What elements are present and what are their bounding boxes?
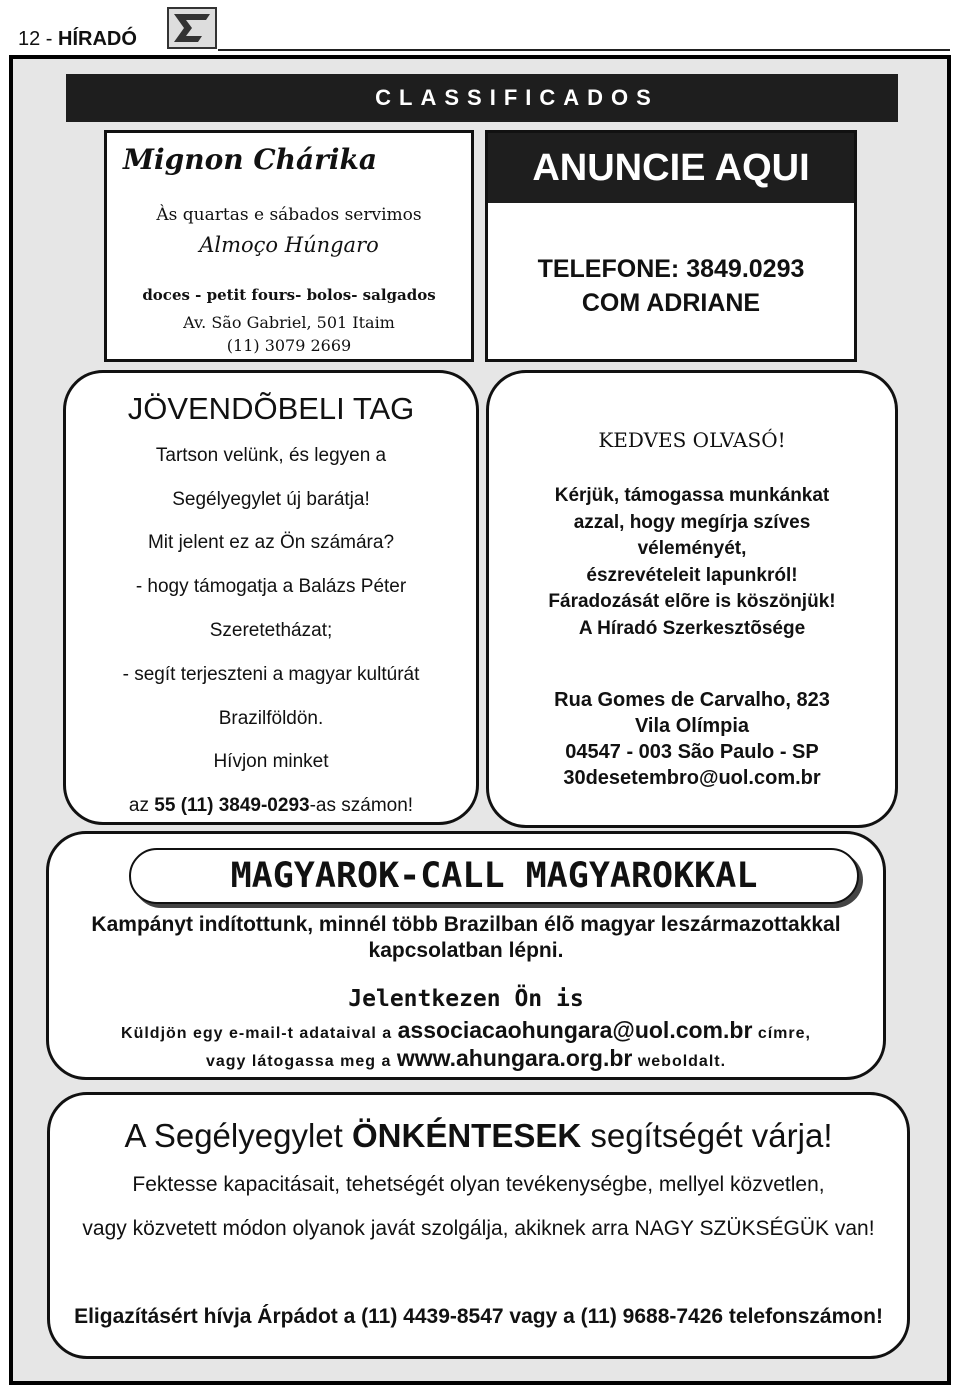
address-line: 04547 - 003 São Paulo - SP	[565, 741, 819, 763]
reader-msg-line: azzal, hogy megírja szíves	[573, 511, 811, 533]
member-line: - hogy támogatja a Balázs Péter	[135, 576, 407, 597]
reader-msg-line: A Híradó Szerkesztõsége	[578, 617, 806, 639]
reader-msg-line: Fáradozását elõre is köszönjük!	[548, 591, 836, 612]
ad-phone: (11) 3079 2669	[226, 336, 352, 355]
ad-dish: Almoço Húngaro	[199, 233, 379, 257]
campaign-email-link[interactable]: associacaohungara@uol.com.br	[397, 1017, 753, 1043]
address-line: Rua Gomes de Carvalho, 823	[554, 689, 830, 711]
page-number: 12 -	[18, 28, 59, 50]
campaign-desc-line: Kampányt indítottunk, minnél több Brazilban élõ magyar leszármazottakkal	[91, 913, 841, 936]
classifieds-banner	[66, 74, 898, 122]
reader-title: KEDVES OLVASÓ!	[598, 428, 786, 452]
member-line: Segélyegylet új barátja!	[172, 489, 370, 510]
volunteer-title-suffix: segítségét várja!	[581, 1117, 833, 1154]
campaign-description	[69, 912, 863, 964]
member-line: Hívjon minket	[213, 751, 329, 772]
reader-msg-line: Kérjük, támogassa munkánkat	[554, 485, 830, 506]
reader-msg-line: észrevételeit lapunkról!	[586, 564, 798, 586]
reader-message	[489, 483, 895, 642]
volunteer-line: vagy közvetett módon olyanok javát szolgálja, akiknek arra NAGY SZÜKSÉGÜK van!	[82, 1217, 875, 1240]
header-rule	[218, 49, 950, 51]
page-header	[18, 6, 950, 50]
volunteer-title-bold: ÖNKÉNTESEK	[351, 1117, 582, 1154]
campaign-website-link[interactable]: www.ahungara.org.br	[396, 1045, 633, 1071]
member-line: Tartson velünk, és legyen a	[155, 445, 387, 466]
anuncie-heading-text: ANUNCIE AQUI	[532, 146, 810, 189]
classifieds-label: CLASSIFICADOS	[375, 85, 659, 110]
web-prefix: vagy látogassa meg a	[205, 1053, 397, 1070]
reader-box	[486, 370, 898, 828]
campaign-title-banner	[129, 848, 859, 904]
volunteer-box	[47, 1092, 910, 1359]
future-member-box	[63, 370, 479, 825]
call-suffix: -as számon!	[309, 795, 414, 816]
campaign-web-line	[49, 1045, 883, 1072]
member-line: Brazilföldön.	[218, 708, 324, 729]
mignon-charika-ad	[104, 130, 474, 362]
address-line: Vila Olímpia	[634, 715, 750, 737]
call-number: 55 (11) 3849-0293	[154, 795, 310, 816]
anuncie-contact: COM ADRIANE	[581, 289, 761, 317]
anuncie-aqui-ad	[485, 130, 857, 362]
editorial-email[interactable]: 30desetembro@uol.com.br	[563, 767, 821, 789]
campaign-title: MAGYAROK-CALL MAGYAROKKAL	[230, 856, 758, 896]
member-line: - segít terjeszteni a magyar kultúrát	[122, 664, 420, 685]
newspaper-logo	[166, 6, 218, 50]
ad-serving-line: Às quartas e sábados servimos	[156, 205, 422, 225]
campaign-box	[46, 831, 886, 1080]
ad-address: Av. São Gabriel, 501 Itaim	[183, 313, 395, 332]
anuncie-heading	[488, 133, 854, 203]
reader-msg-line: véleményét,	[637, 538, 747, 559]
campaign-join: Jelentkezen Ön is	[348, 986, 584, 1012]
volunteer-contact: Eligazításért hívja Árpádot a (11) 4439-8547 vagy a (11) 9688-7426 telefonszámon!	[74, 1305, 883, 1328]
section-title: HÍRADÓ	[58, 28, 137, 50]
anuncie-phone: TELEFONE: 3849.0293	[537, 255, 805, 283]
call-prefix: az	[128, 795, 155, 816]
member-call-line	[66, 795, 476, 817]
volunteer-title	[50, 1117, 907, 1155]
campaign-desc-line: kapcsolatban lépni.	[368, 939, 564, 962]
editorial-address	[489, 687, 895, 791]
email-prefix: Küldjön egy e-mail-t adataival a	[121, 1025, 398, 1042]
page-number-label	[18, 28, 137, 51]
future-member-title: JÖVENDÕBELI TAG	[127, 391, 415, 426]
volunteer-line: Fektesse kapacitásait, tehetségét olyan tevékenységbe, mellyel közvetlen,	[132, 1173, 825, 1196]
campaign-email-line	[49, 1017, 883, 1044]
ad-products: doces - petit fours- bolos- salgados	[142, 286, 436, 304]
member-line: Szeretetházat;	[209, 620, 333, 641]
ad-business-name: Mignon Chárika	[123, 143, 378, 176]
member-line: Mit jelent ez az Ön számára?	[147, 532, 395, 553]
volunteer-title-prefix: A Segélyegylet	[124, 1117, 352, 1154]
email-suffix: címre,	[752, 1025, 811, 1042]
web-suffix: weboldalt.	[632, 1053, 727, 1070]
